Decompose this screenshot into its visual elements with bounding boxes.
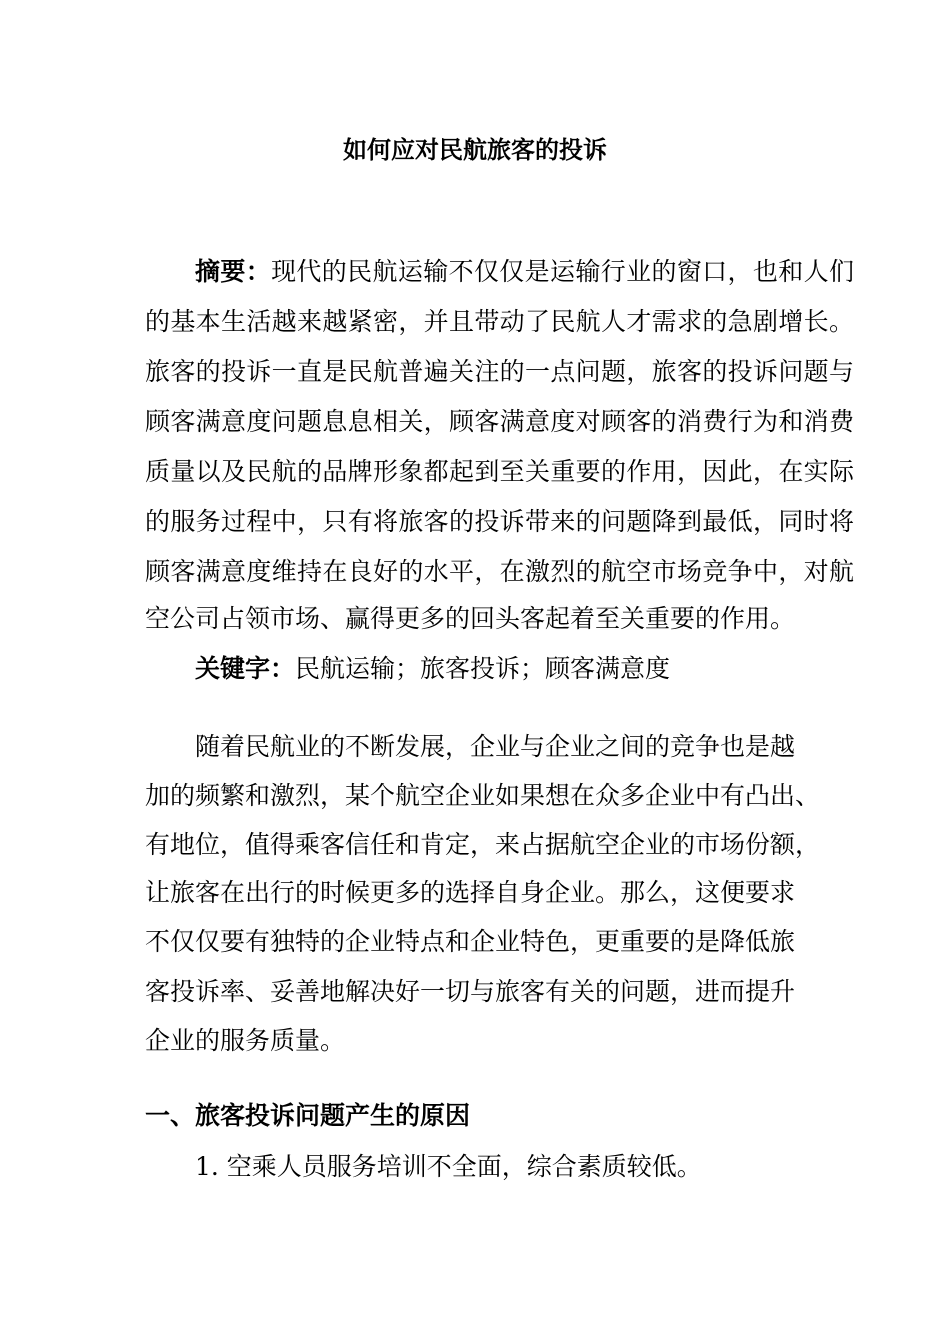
intro-line: 客投诉率、妥善地解决好一切与旅客有关的问题，进而提升	[145, 977, 796, 1006]
intro-line: 有地位，值得乘客信任和肯定，来占据航空企业的市场份额，	[145, 830, 821, 859]
abstract-line: 的服务过程中，只有将旅客的投诉带来的问题降到最低，同时将	[145, 507, 854, 536]
abstract-line: 空公司占领市场、赢得更多的回头客起着至关重要的作用。	[145, 604, 796, 633]
abstract-first-line	[195, 255, 854, 289]
abstract-line: 顾客满意度维持在良好的水平，在激烈的航空市场竞争中，对航	[145, 557, 854, 586]
abstract-label: 摘要：	[195, 257, 272, 286]
keywords-label: 关键字：	[195, 654, 296, 683]
abstract-line: 旅客的投诉一直是民航普遍关注的一点问题，旅客的投诉问题与	[145, 357, 854, 386]
list-item: 1. 空乘人员服务培训不全面，综合素质较低。	[195, 1152, 702, 1181]
section-heading: 一、旅客投诉问题产生的原因	[145, 1101, 471, 1130]
intro-line: 加的频繁和激烈，某个航空企业如果想在众多企业中有凸出、	[145, 781, 821, 810]
document-title: 如何应对民航旅客的投诉	[343, 135, 607, 164]
abstract-line: 质量以及民航的品牌形象都起到至关重要的作用，因此，在实际	[145, 457, 854, 486]
abstract-line: 现代的民航运输不仅仅是运输行业的窗口，也和人们	[271, 257, 854, 286]
intro-line: 企业的服务质量。	[145, 1026, 346, 1055]
abstract-line: 的基本生活越来越紧密，并且带动了民航人才需求的急剧增长。	[145, 307, 854, 336]
intro-line: 让旅客在出行的时候更多的选择自身企业。那么，这便要求	[145, 878, 796, 907]
keywords-line	[195, 652, 670, 686]
intro-line: 随着民航业的不断发展，企业与企业之间的竞争也是越	[195, 732, 796, 761]
intro-line: 不仅仅要有独特的企业特点和企业特色，更重要的是降低旅	[145, 927, 796, 956]
keywords-text: 民航运输；旅客投诉；顾客满意度	[295, 654, 671, 683]
abstract-line: 顾客满意度问题息息相关，顾客满意度对顾客的消费行为和消费	[145, 407, 854, 436]
